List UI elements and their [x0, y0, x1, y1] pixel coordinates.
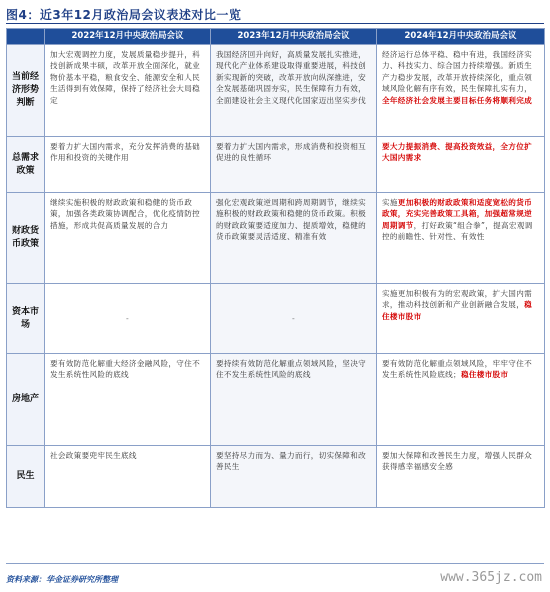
row-label: 当前经济形势判断 [7, 45, 45, 137]
source-note: 资料来源：华金证券研究所整理 [6, 575, 118, 584]
table-cell: 要持续有效防范化解重点领域风险，坚决守住不发生系统性风险的底线 [211, 354, 377, 446]
highlight-text: 稳住楼市股市 [460, 370, 509, 380]
table-row [7, 193, 545, 284]
row-label: 房地产 [7, 354, 45, 446]
table-cell: 继续实施积极的财政政策和稳健的货币政策，加强各类政策协调配合，优化疫情防控措施，形成共促高质量发展的合力 [45, 193, 211, 284]
table-row [7, 284, 545, 354]
table-row [7, 137, 545, 193]
highlight-text: 更加积极的财政政策和适度宽松的货币政策 [382, 198, 532, 219]
table-cell: 社会政策要兜牢民生底线 [45, 446, 211, 508]
table-row [7, 446, 545, 508]
table-cell: - [45, 284, 211, 354]
table-cell: 实施更加积极的财政政策和适度宽松的货币政策，充实完善政策工具箱，加强超常规逆周期调节，打好政策“组合拳”，提高宏观调控的前瞻性、针对性、有效性 [377, 193, 545, 284]
header-2024: 2024年12月中央政治局会议 [377, 29, 545, 45]
header-2023: 2023年12月中央政治局会议 [211, 29, 377, 45]
table-cell: 要着力扩大国内需求，形成消费和投资相互促进的良性循环 [211, 137, 377, 193]
header-corner [7, 29, 45, 45]
table-cell: - [211, 284, 377, 354]
table-cell: 要坚持尽力而为、量力而行，切实保障和改善民生 [211, 446, 377, 508]
table-cell: 我国经济回升向好，高质量发展扎实推进，现代化产业体系建设取得重要进展，科技创新实现新的突破，改革开放向纵深推进，安全发展基础巩固夯实，民生保障有力有效，全面建设社会主义现代化国家迈出坚实步伐 [211, 45, 377, 137]
comparison-table [6, 28, 545, 508]
title-rule [6, 23, 544, 24]
table-row [7, 45, 545, 137]
row-label: 财政货币政策 [7, 193, 45, 284]
table-cell: 要有效防范化解重大经济金融风险，守住不发生系统性风险的底线 [45, 354, 211, 446]
table-cell: 要加大保障和改善民生力度，增强人民群众获得感幸福感安全感 [377, 446, 545, 508]
highlight-text: 稳住楼市股市 [382, 300, 532, 321]
table-cell: 强化宏观政策逆周期和跨周期调节，继续实施积极的财政政策和稳健的货币政策。积极的财政政策要适度加力、提质增效，稳健的货币政策要灵活适度、精准有效 [211, 193, 377, 284]
watermark: www.365jz.com [440, 570, 542, 585]
table-cell: 要着力扩大国内需求，充分发挥消费的基础作用和投资的关键作用 [45, 137, 211, 193]
highlight-text: ，充实完善政策工具箱，加强超常规逆周期调节 [382, 209, 532, 230]
table-cell: 经济运行总体平稳、稳中有进，我国经济实力、科技实力、综合国力持续增强。新质生产力稳步发展，改革开放持续深化，重点领域风险化解有序有效，民生保障扎实有力，全年经济社会发展主要目标任务将顺利完成 [377, 45, 545, 137]
highlight-text: 全年经济社会发展主要目标任务将顺利完成 [382, 95, 532, 105]
highlight-text: 要大力提振消费、提高投资效益，全方位扩大国内需求 [382, 142, 532, 163]
figure-title: 图4：近3年12月政治局会议表述对比一览 [6, 8, 242, 22]
header-2022: 2022年12月中央政治局会议 [45, 29, 211, 45]
table-cell [377, 137, 545, 193]
table-header-row [7, 29, 545, 45]
row-label: 民生 [7, 446, 45, 508]
table-cell: 实施更加积极有为的宏观政策，扩大国内需求，推动科技创新和产业创新融合发展，稳住楼市股市 [377, 284, 545, 354]
row-label: 资本市场 [7, 284, 45, 354]
table-row [7, 354, 545, 446]
row-label: 总需求政策 [7, 137, 45, 193]
table-cell: 要有效防范化解重点领域风险，牢牢守住不发生系统性风险底线；稳住楼市股市 [377, 354, 545, 446]
table-cell: 加大宏观调控力度，发展质量稳步提升，科技创新成果丰硕，改革开放全面深化，就业物价基本平稳，粮食安全、能源安全和人民生活得到有效保障，保持了经济社会大局稳定 [45, 45, 211, 137]
footer-rule [6, 563, 544, 564]
